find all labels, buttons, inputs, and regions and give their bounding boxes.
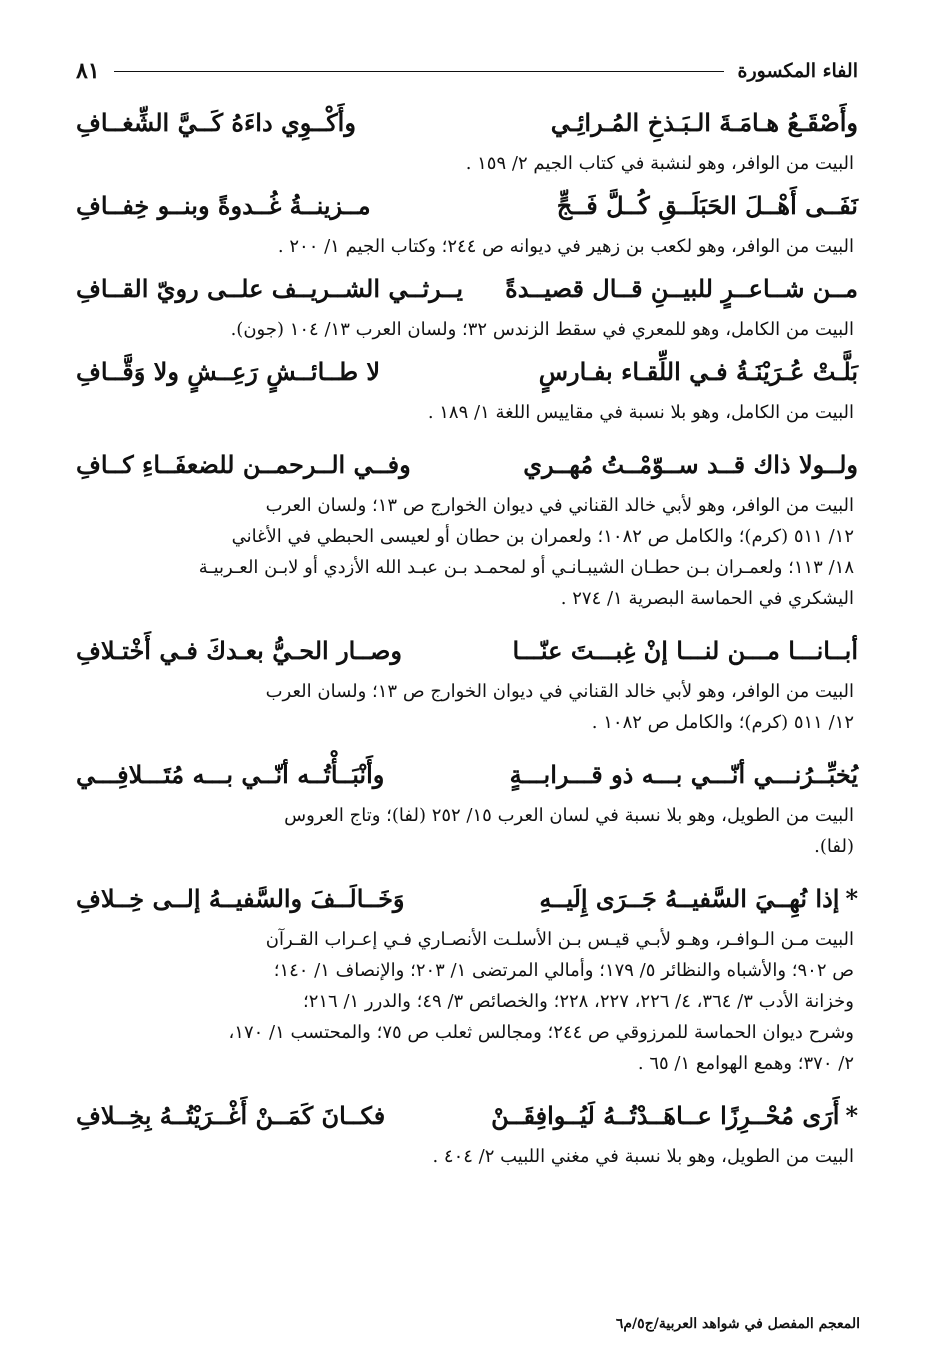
verse-entry bbox=[76, 628, 858, 738]
header-rule bbox=[114, 71, 724, 72]
hemistich-text: وأَصْقَـعُ هـامَـةَ الـبَـذخِ المُـرائِـي bbox=[550, 108, 858, 137]
verse-line bbox=[76, 1093, 858, 1139]
verse-second-hemistich: يــرثــي الشــريــف علــى رويّ القــافِ bbox=[76, 274, 464, 303]
verse-entry bbox=[76, 752, 858, 862]
verse-second-hemistich: وأَكْــوِي داءَهُ كَــيَّ الشِّغــافِ bbox=[76, 108, 356, 137]
hemistich-text: ولــولا ذاك قــد ســوّمْــتُ مُهــري bbox=[523, 450, 858, 479]
source-note bbox=[76, 800, 858, 862]
verse-second-hemistich: لا طــائــشٍ رَعِــشٍ ولا وَقَّــافِ bbox=[76, 357, 381, 386]
entries-list bbox=[76, 100, 858, 1172]
verse-line bbox=[76, 349, 858, 395]
source-note bbox=[76, 924, 858, 1079]
verse-line bbox=[76, 266, 858, 312]
verse-line bbox=[76, 628, 858, 674]
verse-entry bbox=[76, 1093, 858, 1172]
verse-first-hemistich bbox=[551, 100, 858, 146]
source-note bbox=[76, 490, 858, 614]
verse-entry bbox=[76, 349, 858, 428]
source-note-line: وخزانة الأدب ٣/ ٣٦٤، ٤/ ٢٢٦، ٢٢٧، ٢٢٨؛ والخصائص ٣/ ٤٩؛ والدرر ١/ ٢١٦؛ bbox=[302, 991, 854, 1012]
hemistich-text: مــن شــاعــرٍ للبيــنِ قــال قصيــدةً bbox=[505, 274, 858, 303]
source-note-line: اليشكري في الحماسة البصرية ١/ ٢٧٤ . bbox=[560, 588, 854, 609]
source-note-line: البيت من الطويل، وهو بلا نسبة في لسان العرب ١٥/ ٢٥٢ (لفا)؛ وتاج العروس bbox=[284, 805, 854, 826]
source-note bbox=[76, 1141, 858, 1172]
verse-entry bbox=[76, 876, 858, 1079]
verse-second-hemistich: وفــي الــرحمــن للضعفَــاءِ كــافِ bbox=[76, 450, 411, 479]
source-note-line: البيت من الطويل، وهو بلا نسبة في مغني اللبيب ٢/ ٤٠٤ . bbox=[432, 1146, 854, 1167]
verse-entry bbox=[76, 266, 858, 345]
hemistich-text: نَفَــى أَهْــلَ الحَبَلَــقِ كُــلَّ فَــجٍّ bbox=[556, 191, 858, 220]
verse-line bbox=[76, 100, 858, 146]
verse-second-hemistich: وأَنْبَــأْتُــه أنّــي بـــه مُتَـــلافِـــي bbox=[76, 760, 385, 789]
verse-line bbox=[76, 876, 858, 922]
hemistich-text: أَرَى مُحْــرِزًا عــاهَــدْتُــهُ لَيُــوافِقَــنْ bbox=[491, 1101, 840, 1130]
source-note-line: ٢/ ٣٧٠؛ وهمع الهوامع ١/ ٦٥ . bbox=[637, 1053, 854, 1074]
verse-entry bbox=[76, 183, 858, 262]
verse-first-hemistich bbox=[491, 1093, 858, 1139]
source-note bbox=[76, 676, 858, 738]
source-note bbox=[76, 148, 858, 179]
source-note bbox=[76, 314, 858, 345]
verse-first-hemistich bbox=[539, 349, 858, 395]
page-body bbox=[76, 52, 858, 1176]
verse-first-hemistich bbox=[513, 628, 858, 674]
source-note-line: البيت من الكامل، وهو للمعري في سقط الزندس ٣٢؛ ولسان العرب ١٣/ ١٠٤ (جون). bbox=[230, 319, 854, 340]
source-note bbox=[76, 397, 858, 428]
running-header bbox=[76, 52, 858, 90]
source-note-line: البيت من الوافر، وهو لكعب بن زهير في ديوانه ص ٢٤٤؛ وكتاب الجيم ١/ ٢٠٠ . bbox=[277, 236, 854, 257]
verse-first-hemistich bbox=[557, 183, 858, 229]
source-note-line: ص ٩٠٢؛ والأشباه والنظائر ٥/ ١٧٩؛ وأمالي المرتضى ١/ ٢٠٣؛ والإنصاف ١/ ١٤٠؛ bbox=[273, 960, 854, 981]
source-note-line: البيت من الوافر، وهو لأبي خالد القناني في ديوان الخوارج ص ١٣؛ ولسان العرب bbox=[265, 681, 854, 702]
verse-second-hemistich: فكــانَ كَمَــنْ أَغْــرَيْتُــهُ بِخِــلافِ bbox=[76, 1101, 386, 1130]
verse-line bbox=[76, 183, 858, 229]
hemistich-text: إذا نُهِــيَ السَّفيــهُ جَــرَى إِلَيــهِ bbox=[539, 884, 840, 913]
source-note-line: ١٢/ ٥١١ (كرم)؛ والكامل ص ١٠٨٢ . bbox=[591, 712, 854, 733]
verse-line bbox=[76, 442, 858, 488]
verse-second-hemistich: مــزينــةُ غُــدوةً وبنــو خِفــافِ bbox=[76, 191, 371, 220]
verse-entry bbox=[76, 442, 858, 614]
source-note-line: (لفا). bbox=[814, 836, 854, 857]
verse-second-hemistich: وَخَــالَــفَ والسَّفيــهُ إلــى خِــلافِ bbox=[76, 884, 405, 913]
source-note-line: ١٢/ ٥١١ (كرم)؛ والكامل ص ١٠٨٢؛ ولعمران بن حطان أو لعيسى الحبطي في الأغاني bbox=[231, 526, 854, 547]
source-note-line: ١٨/ ١١٣؛ ولعمـران بـن حطـان الشيبـانـي أو لمحمـد بـن عبـد الله الأزدي أو لابـن العـربيـة bbox=[198, 557, 854, 578]
verse-line bbox=[76, 752, 858, 798]
verse-second-hemistich: وصــار الحـيُّ بعـدكَ فـي أَخْتـلافِ bbox=[76, 636, 403, 665]
source-note bbox=[76, 231, 858, 262]
verse-first-hemistich bbox=[510, 752, 858, 798]
source-note-line: وشرح ديوان الحماسة للمرزوقي ص ٢٤٤؛ ومجالس ثعلب ص ٧٥؛ والمحتسب ١/ ١٧٠، bbox=[228, 1022, 854, 1043]
source-note-line: البيت مـن الـوافـر، وهـو لأبـي قيـس بـن الأسلـت الأنصـاري فـي إعـراب القـرآن bbox=[265, 929, 854, 950]
verse-first-hemistich bbox=[523, 442, 858, 488]
book-footer: المعجم المفصل في شواهد العربية/ج٥/م٦ bbox=[615, 1316, 860, 1332]
hemistich-text: بَلَّـتْ عُـرَيْنَـةُ فـي اللِّقـاء بفـارسٍ bbox=[538, 357, 858, 386]
verse-first-hemistich bbox=[539, 876, 858, 922]
verse-star-marker: * bbox=[845, 1101, 858, 1130]
page-number: ٨١ bbox=[76, 58, 100, 84]
verse-first-hemistich bbox=[505, 266, 858, 312]
source-note-line: البيت من الوافر، وهو لأبي خالد القناني في ديوان الخوارج ص ١٣؛ ولسان العرب bbox=[265, 495, 854, 516]
hemistich-text: أبــانـــا مـــن لنـــا إنْ غِبـــتَ عنّـــا bbox=[512, 636, 858, 665]
source-note-line: البيت من الكامل، وهو بلا نسبة في مقاييس اللغة ١/ ١٨٩ . bbox=[427, 402, 854, 423]
chapter-title: الفاء المكسورة bbox=[737, 60, 858, 82]
source-note-line: البيت من الوافر، وهو لنشبة في كتاب الجيم ٢/ ١٥٩ . bbox=[465, 153, 854, 174]
verse-star-marker: * bbox=[845, 884, 858, 913]
verse-entry bbox=[76, 100, 858, 179]
hemistich-text: يُخبِّــرُنـــي أنّـــي بـــه ذو قـــرابـــةٍ bbox=[509, 760, 858, 789]
